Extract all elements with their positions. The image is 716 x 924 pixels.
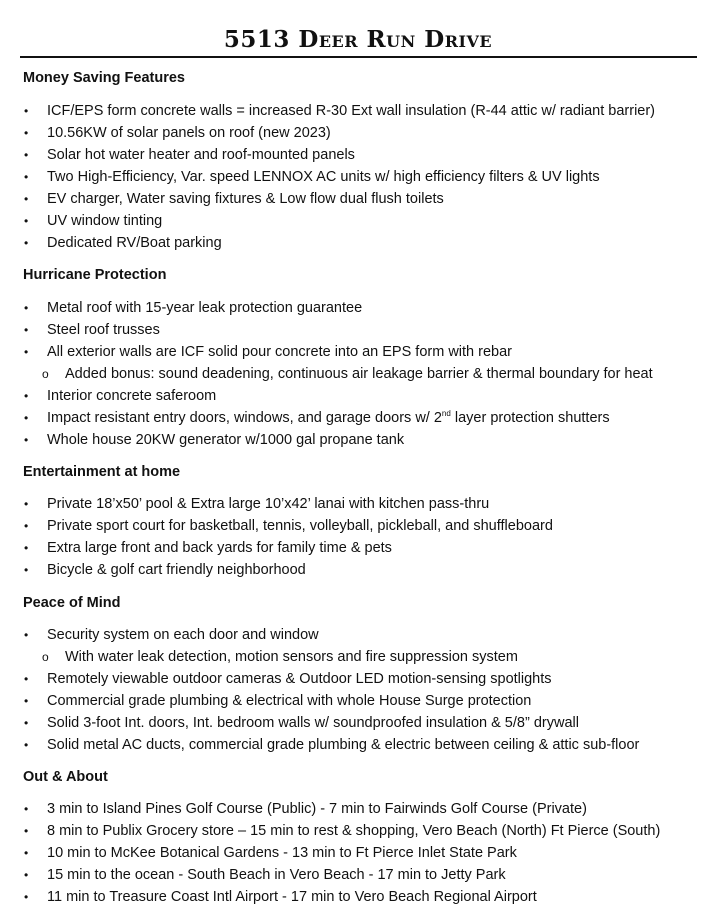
list-item-text: Commercial grade plumbing & electrical with whole House Surge protection [47,693,532,709]
list-item-text: 10 min to McKee Botanical Gardens - 13 min to Ft Pierce Inlet State Park [47,845,517,861]
list-item [0,100,716,122]
bullet-icon: • [24,236,29,250]
list-item [0,864,716,886]
list-item-text [47,407,610,429]
section-list-entertainment [0,493,716,581]
list-item-text: Security system on each door and window [47,627,319,643]
list-item [0,624,716,646]
bullet-icon: • [24,563,29,577]
list-item-text: Solar hot water heater and roof-mounted panels [47,147,355,163]
list-item [0,385,716,407]
section-heading-hurricane-protection: Hurricane Protection [23,267,167,283]
list-item [0,122,716,144]
section-heading-money-saving: Money Saving Features [23,70,185,86]
list-item [0,429,716,451]
list-item [0,319,716,341]
list-item [0,559,716,581]
bullet-icon: • [24,802,29,816]
bullet-icon: • [24,433,29,447]
bullet-icon: • [24,824,29,838]
list-item-text: 11 min to Treasure Coast Intl Airport - 17 min to Vero Beach Regional Airport [47,889,537,905]
sub-bullet-icon: o [42,650,49,664]
list-item-text: Remotely viewable outdoor cameras & Outdoor LED motion-sensing spotlights [47,671,552,687]
section-heading-entertainment: Entertainment at home [23,464,181,480]
list-item-text: With water leak detection, motion sensors and fire suppression system [65,649,518,665]
list-item-text: All exterior walls are ICF solid pour concrete into an EPS form with rebar [47,344,512,360]
list-item [0,886,716,908]
bullet-icon: • [24,694,29,708]
document-title: 5513 Deer Run Drive [223,26,493,53]
list-item-text: UV window tinting [47,213,163,229]
list-item-text: 3 min to Island Pines Golf Course (Public) - 7 min to Fairwinds Golf Course (Private) [47,801,587,817]
bullet-icon: • [24,716,29,730]
list-item [0,734,716,756]
list-item-text: Metal roof with 15-year leak protection guarantee [47,300,363,316]
bullet-icon: • [24,541,29,555]
list-item-text: Solid metal AC ducts, commercial grade plumbing & electric between ceiling & attic sub-floor [47,737,640,753]
bullet-icon: • [24,846,29,860]
bullet-icon: • [24,519,29,533]
bullet-icon: • [24,323,29,337]
bullet-icon: • [24,301,29,315]
list-item-text: Two High-Efficiency, Var. speed LENNOX AC units w/ high efficiency filters & UV lights [47,169,600,185]
list-item-text: 8 min to Publix Grocery store – 15 min to rest & shopping, Vero Beach (North) Ft Pierce (South) [47,823,661,839]
sub-bullet-icon: o [42,367,49,381]
list-item-text: Interior concrete saferoom [47,388,217,404]
list-item [0,493,716,515]
bullet-icon: • [24,411,29,425]
list-item-text: Steel roof trusses [47,322,160,338]
list-item [0,668,716,690]
bullet-icon: • [24,628,29,642]
list-item [0,232,716,254]
bullet-icon: • [24,868,29,882]
list-item-text: Whole house 20KW generator w/1000 gal propane tank [47,432,405,448]
list-item-text: Dedicated RV/Boat parking [47,235,222,251]
section-list-out-and-about [0,798,716,908]
list-item-text: Private sport court for basketball, tennis, volleyball, pickleball, and shuffleboard [47,518,553,534]
list-item [0,144,716,166]
list-item [0,537,716,559]
list-item-text: Solid 3-foot Int. doors, Int. bedroom walls w/ soundproofed insulation & 5/8” drywall [47,715,579,731]
list-item-text: 10.56KW of solar panels on roof (new 2023) [47,125,331,141]
list-item [0,798,716,820]
list-item-text: ICF/EPS form concrete walls = increased R-30 Ext wall insulation (R-44 attic w/ radiant barrier) [47,103,656,119]
list-item [0,407,716,429]
list-item [0,515,716,537]
section-list-money-saving [0,100,716,254]
list-item-text-part: layer protection shutters [450,410,610,426]
bullet-icon: • [24,192,29,206]
list-item [0,188,716,210]
bullet-icon: • [24,738,29,752]
bullet-icon: • [24,170,29,184]
bullet-icon: • [24,389,29,403]
list-item [0,842,716,864]
list-item [0,690,716,712]
ordinal-superscript: nd [441,409,451,418]
list-item-text: 15 min to the ocean - South Beach in Vero Beach - 17 min to Jetty Park [47,867,506,883]
list-item-text: Bicycle & golf cart friendly neighborhood [47,562,306,578]
list-item-text: Extra large front and back yards for family time & pets [47,540,392,556]
list-item-text: Added bonus: sound deadening, continuous air leakage barrier & thermal boundary for heat [65,366,653,382]
list-item-text: EV charger, Water saving fixtures & Low flow dual flush toilets [47,191,444,207]
bullet-icon: • [24,104,29,118]
bullet-icon: • [24,126,29,140]
list-item [0,297,716,319]
list-item-text-part: Impact resistant entry doors, windows, and garage doors w/ 2 [47,410,442,426]
bullet-icon: • [24,497,29,511]
section-heading-peace-of-mind: Peace of Mind [23,595,121,611]
bullet-icon: • [24,890,29,904]
list-item [0,712,716,734]
bullet-icon: • [24,345,29,359]
section-list-hurricane-protection [0,297,716,451]
list-item [0,820,716,842]
bullet-icon: • [24,148,29,162]
list-item-text: Private 18’x50’ pool & Extra large 10’x42’ lanai with kitchen pass-thru [47,496,490,512]
sub-list-item [0,646,716,668]
bullet-icon: • [24,672,29,686]
list-item [0,210,716,232]
sub-list-item [0,363,716,385]
list-item [0,341,716,363]
bullet-icon: • [24,214,29,228]
section-list-peace-of-mind [0,624,716,756]
title-underline [20,56,697,58]
list-item [0,166,716,188]
section-heading-out-and-about: Out & About [23,769,108,785]
